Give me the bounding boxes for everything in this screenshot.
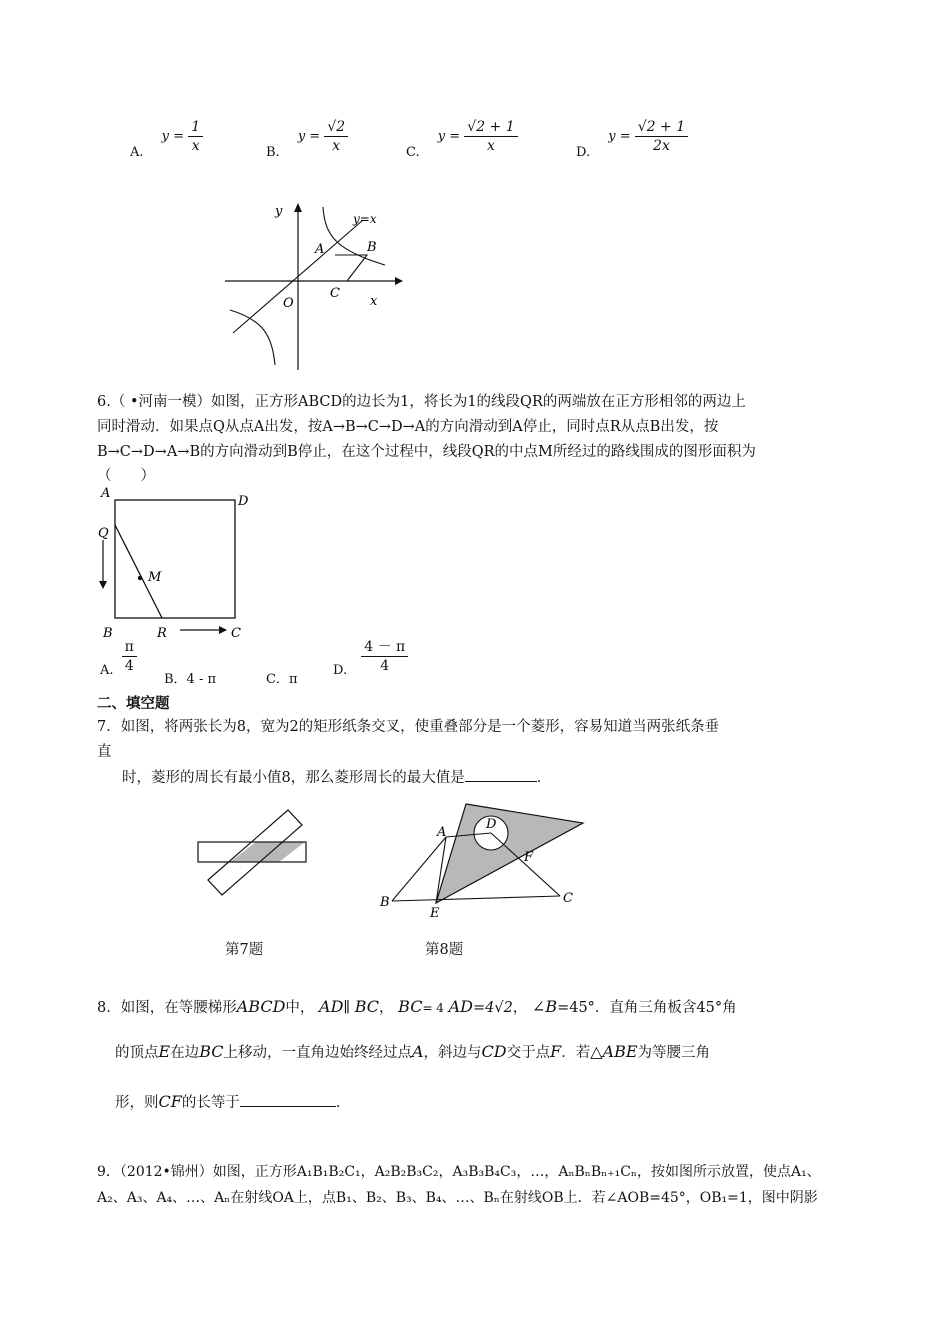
point-d-label: D [238, 494, 249, 509]
point-b-label: B [367, 240, 377, 255]
origin-label: O [283, 296, 294, 311]
point-q-label: Q [98, 526, 109, 541]
q6-option-a[interactable]: A. $\frac{\pi}{4}$ [100, 638, 137, 675]
point-c-label: C [330, 286, 340, 301]
figure-7-caption: 第7题 [225, 942, 264, 958]
answer-blank[interactable] [240, 1106, 336, 1107]
point-b-label: B [380, 895, 390, 910]
q6-line-1: 6.（ •河南一模）如图，正方形ABCD的边长为1，将长为1的线段QR的两端放在正方形相邻的两边上 [97, 394, 746, 410]
point-d-label: D [486, 817, 497, 832]
fraction: $\frac{4 - \pi}{4}$ [361, 638, 408, 675]
hyperbola-branch-left [230, 310, 275, 365]
point-a-label: A [101, 486, 111, 501]
arrow-right-icon [219, 626, 227, 634]
point-r-label: R [157, 626, 167, 640]
fraction: $\frac{√2 + 1}{x}$ [464, 118, 517, 155]
q7-line-3: 时，菱形的周长有最小值8，那么菱形周长的最大值是 ． [122, 770, 552, 786]
parallelogram-abco [335, 255, 367, 281]
answer-blank[interactable] [465, 781, 537, 782]
q5-option-b[interactable]: B. y = $\frac{√2}{x}$ [266, 118, 348, 155]
q6-line-2: 同时滑动．如果点Q从点A出发，按A→B→C→D→A的方向滑动到A停止，同时点R从点B出发，按 [97, 419, 719, 435]
fraction: $\frac{1}{x}$ [188, 118, 203, 155]
arrow-down-icon [99, 581, 107, 589]
point-a-label: A [315, 242, 325, 257]
fraction: $\frac{\pi}{4}$ [122, 638, 137, 675]
point-a-label: A [437, 825, 447, 840]
q8-line-2: 的顶点E在边BC上移动，一直角边始终经过点A，斜边与CD交于点F．若△ABE为等腰三角 [115, 1042, 711, 1061]
q8-line-1: 8．如图，在等腰梯形ABCD中， AD∥ BC， BC= 4 AD=4√2， ∠B=45°．直角三角板含45°角 [97, 997, 737, 1016]
overlap-rhombus [230, 842, 305, 862]
q8-line-3: 形，则CF的长等于 ． [115, 1092, 351, 1111]
square-abcd [115, 500, 235, 618]
q6-option-b[interactable]: B．4 - π [164, 672, 217, 687]
y-axis-arrow [294, 203, 302, 212]
fraction: $\frac{√2}{x}$ [324, 118, 348, 155]
point-c-label: C [563, 891, 573, 906]
q5-option-d[interactable]: D. y = $\frac{√2 + 1}{2x}$ [576, 118, 688, 155]
point-c-label: C [231, 626, 241, 640]
point-f-label: F [524, 850, 534, 865]
x-axis-arrow [395, 277, 403, 285]
q6-square-figure [95, 485, 260, 640]
q5-options [130, 118, 850, 166]
y-axis-label: y [275, 204, 283, 219]
q6-line-4: （ ） [97, 468, 155, 484]
figure-8-caption: 第8题 [425, 942, 464, 958]
q7-line-2: 直 [97, 744, 112, 760]
q7-line-1: 7．如图，将两张长为8，宽为2的矩形纸条交叉，使重叠部分是一个菱形，容易知道当两张纸条垂 [97, 719, 720, 735]
point-m-label: M [148, 570, 162, 585]
midpoint-m [138, 576, 142, 580]
q6-line-3: B→C→D→A→B的方向滑动到B停止，在这个过程中，线段QR的中点M所经过的路线围成的图形面积为 [97, 444, 756, 460]
q8-trapezoid-figure [378, 800, 588, 922]
q9-line-2: A₂、A₃、A₄、…、Aₙ在射线OA上，点B₁、B₂、B₃、B₄、…、Bₙ在射线OB上．若∠AOB=45°，OB₁=1，图中阴影 [97, 1190, 818, 1206]
fraction: $\frac{√2 + 1}{2x}$ [635, 118, 688, 155]
q5-hyperbola-figure [225, 195, 410, 370]
line-label: y=x [353, 212, 377, 226]
q6-option-c[interactable]: C．π [266, 672, 298, 687]
triangle-ruler [436, 804, 583, 903]
q5-option-a[interactable]: A. y = $\frac{1}{x}$ [130, 118, 203, 155]
section-title: 二、填空题 [97, 695, 170, 712]
q7-strips-figure [195, 808, 310, 898]
q9-line-1: 9．（2012•锦州）如图，正方形A₁B₁B₂C₁，A₂B₂B₃C₂，A₃B₃B₄C₃，…，AₙBₙBₙ₊₁Cₙ，按如图所示放置，使点A₁、 [97, 1164, 821, 1180]
q6-options [100, 638, 500, 686]
x-axis-label: x [370, 294, 378, 309]
q6-option-d[interactable]: D. $\frac{4 - \pi}{4}$ [333, 638, 408, 675]
point-b-label: B [103, 626, 113, 640]
side-bc [392, 896, 560, 901]
q5-option-c[interactable]: C. y = $\frac{√2 + 1}{x}$ [406, 118, 518, 155]
point-e-label: E [430, 906, 440, 921]
